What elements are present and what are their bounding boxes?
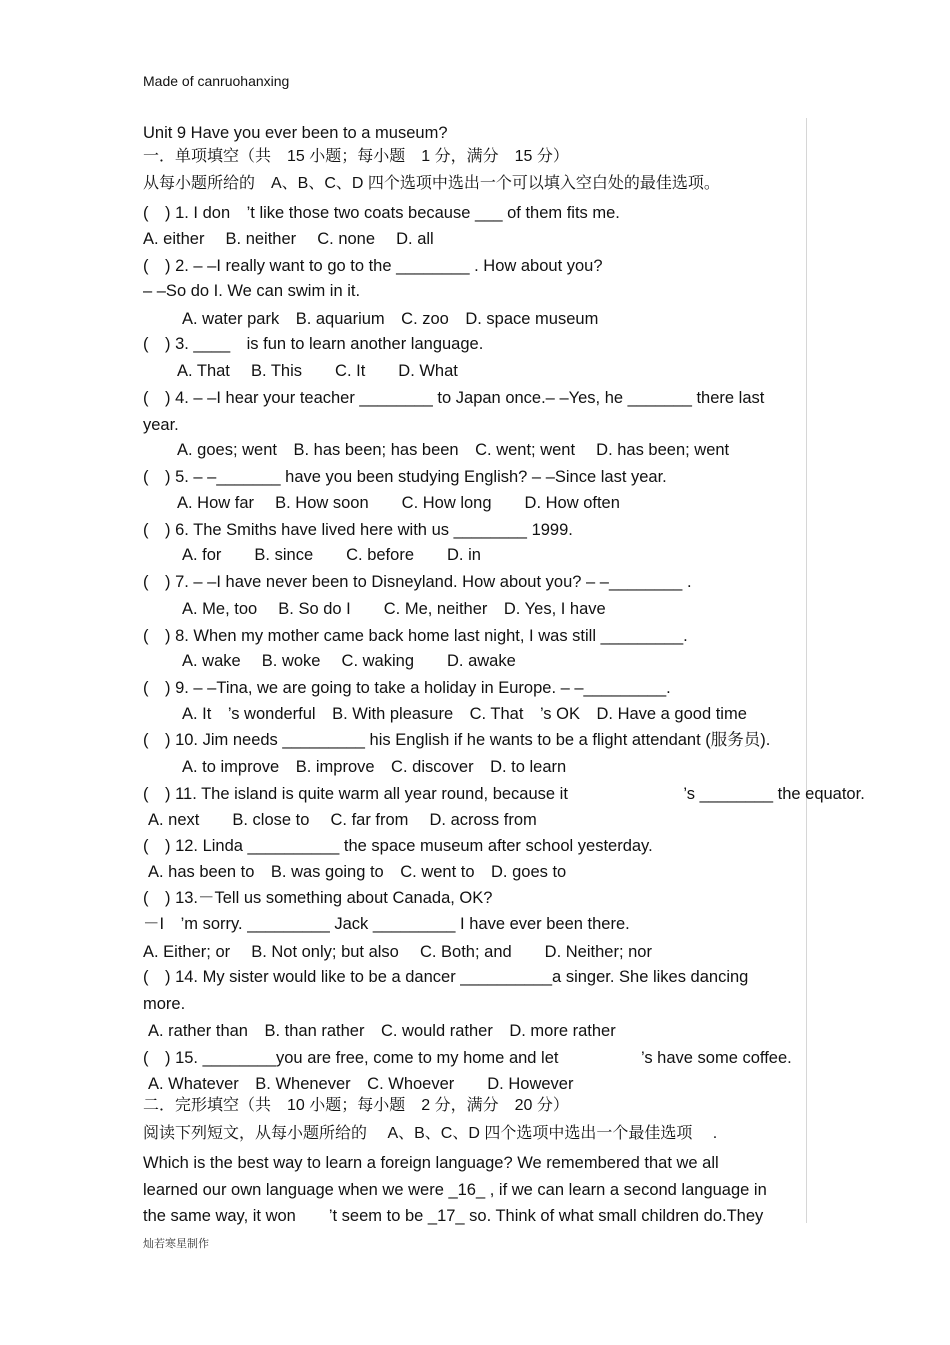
question-5: ( ) 5. – –_______ have you been studying English? – –Since last year.: [143, 468, 667, 486]
options-13: A. Either; or B. Not only; but also C. Both; and D. Neither; nor: [143, 943, 652, 961]
question-14: ( ) 14. My sister would like to be a dancer __________a singer. She likes dancing: [143, 968, 749, 986]
unit-title: Unit 9 Have you ever been to a museum?: [143, 124, 448, 142]
margin-line: [806, 118, 807, 1223]
options-6: A. for B. since C. before D. in: [182, 546, 481, 564]
question-9: ( ) 9. – –Tina, we are going to take a holiday in Europe. – –_________.: [143, 679, 671, 697]
options-10: A. to improve B. improve C. discover D. to learn: [182, 758, 567, 776]
question-3: ( ) 3. ____ is fun to learn another language.: [143, 335, 484, 353]
question-11: ( ) 11. The island is quite warm all year round, because it ’s ________ the equator.: [143, 785, 865, 803]
question-15: ( ) 15. ________you are free, come to my home and let ’s have some coffee.: [143, 1049, 792, 1067]
question-6: ( ) 6. The Smiths have lived here with us ________ 1999.: [143, 521, 573, 539]
question-13: ( ) 13.－Tell us something about Canada, OK?: [143, 889, 493, 907]
section1-heading: 一．单项填空（共 15 小题；每小题 1 分，满分 15 分）: [143, 148, 569, 165]
options-5: A. How far B. How soon C. How long D. How often: [177, 494, 620, 512]
options-1: A. either B. neither C. none D. all: [143, 230, 434, 248]
question-12: ( ) 12. Linda __________ the space museum after school yesterday.: [143, 837, 653, 855]
section2-instruction: 阅读下列短文，从每小题所给的 A、B、C、D 四个选项中选出一个最佳选项 .: [143, 1125, 718, 1142]
question-1: ( ) 1. I don ’t like those two coats because ___ of them fits me.: [143, 204, 620, 222]
passage-line-2: learned our own language when we were _16_ , if we can learn a second language in: [143, 1181, 767, 1199]
options-7: A. Me, too B. So do I C. Me, neither D. Yes, I have: [182, 600, 606, 618]
question-4: ( ) 4. – –I hear your teacher ________ to Japan once.– –Yes, he _______ there last: [143, 389, 765, 407]
question-7: ( ) 7. – –I have never been to Disneyland. How about you? – –________ .: [143, 573, 692, 591]
options-12: A. has been to B. was going to C. went to D. goes to: [148, 863, 567, 881]
options-15: A. Whatever B. Whenever C. Whoever D. However: [148, 1075, 574, 1093]
section1-instruction: 从每小题所给的 A、B、C、D 四个选项中选出一个可以填入空白处的最佳选项。: [143, 175, 720, 192]
question-13-response: －I ’m sorry. _________ Jack _________ I have ever been there.: [143, 915, 630, 933]
passage-line-1: Which is the best way to learn a foreign language? We remembered that we all: [143, 1154, 719, 1172]
question-2-response: – –So do I. We can swim in it.: [143, 282, 361, 300]
question-10: ( ) 10. Jim needs _________ his English if he wants to be a flight attendant (服务员).: [143, 731, 771, 749]
options-3: A. That B. This C. It D. What: [177, 362, 458, 380]
page-header: Made of canruohanxing: [143, 73, 290, 89]
options-11: A. next B. close to C. far from D. across from: [148, 811, 537, 829]
options-8: A. wake B. woke C. waking D. awake: [182, 652, 516, 670]
question-2: ( ) 2. – –I really want to go to the ________ . How about you?: [143, 257, 603, 275]
passage-line-3: the same way, it won ’t seem to be _17_ so. Think of what small children do.They: [143, 1207, 764, 1225]
question-4-cont: year.: [143, 416, 179, 434]
options-14: A. rather than B. than rather C. would rather D. more rather: [148, 1022, 616, 1040]
question-14-cont: more.: [143, 995, 186, 1013]
question-8: ( ) 8. When my mother came back home last night, I was still _________.: [143, 627, 688, 645]
section2-heading: 二．完形填空（共 10 小题；每小题 2 分，满分 20 分）: [143, 1097, 569, 1114]
options-2: A. water park B. aquarium C. zoo D. space museum: [182, 310, 599, 328]
page-footer: 灿若寒星制作: [143, 1238, 209, 1250]
options-9: A. It ’s wonderful B. With pleasure C. That ’s OK D. Have a good time: [182, 705, 747, 723]
options-4: A. goes; went B. has been; has been C. went; went D. has been; went: [177, 441, 730, 459]
